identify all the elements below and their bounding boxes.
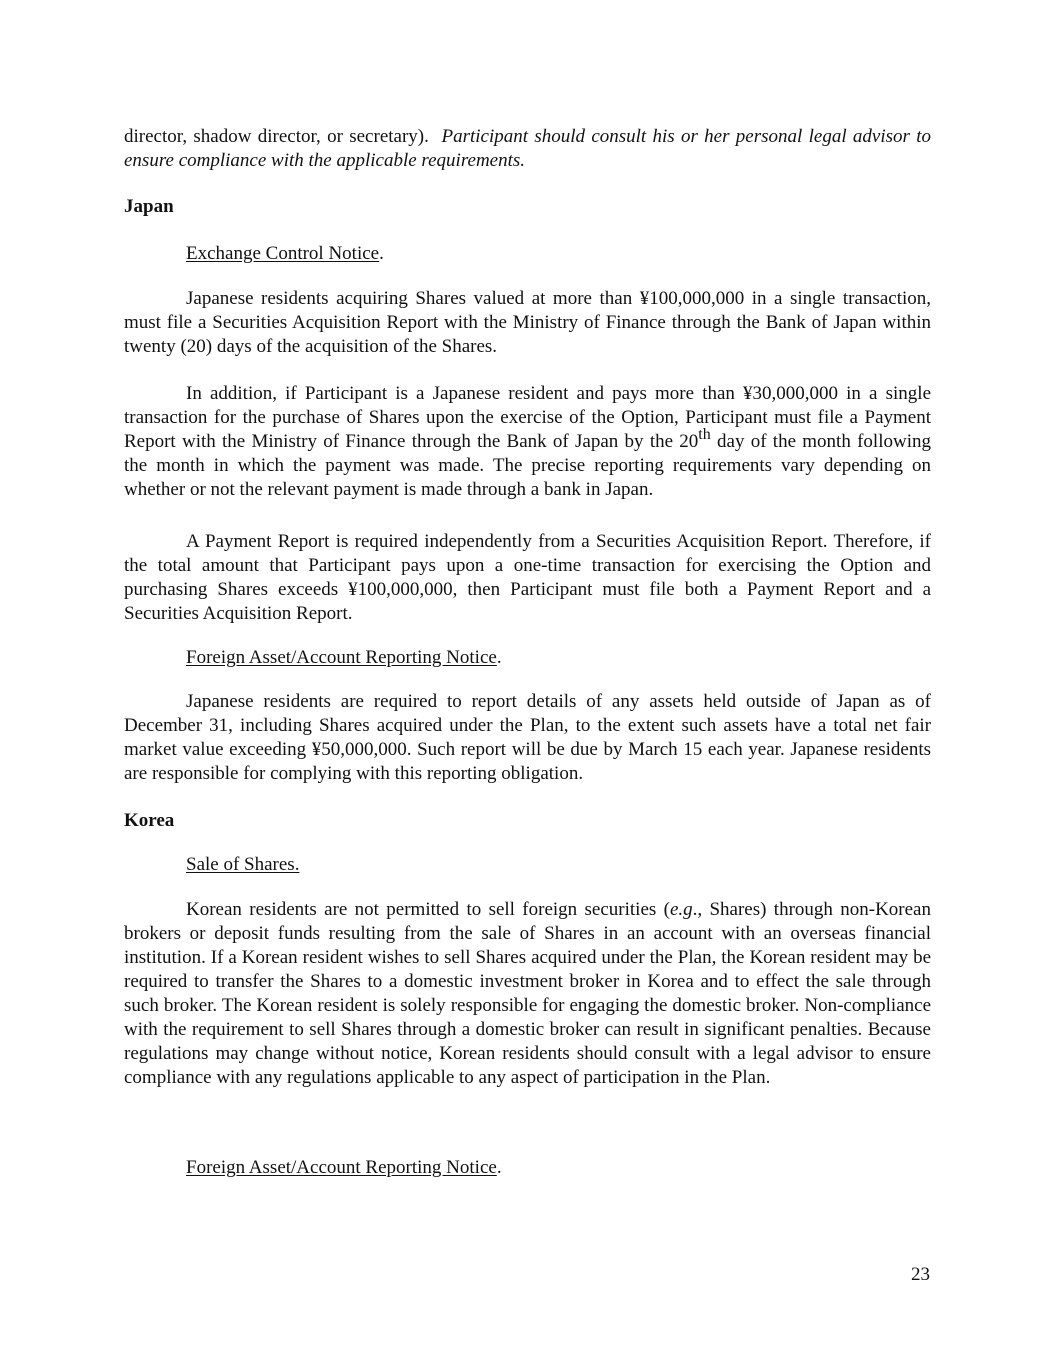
page-number: 23 bbox=[911, 1264, 930, 1285]
korea-sale-p1-part-a: Korean residents are not permitted to sell foreign securities ( bbox=[186, 899, 670, 920]
korea-sale-paragraph bbox=[124, 898, 931, 1090]
korea-foreign-asset-title-text: Foreign Asset/Account Reporting Notice bbox=[186, 1157, 497, 1178]
korea-foreign-asset-title: Foreign Asset/Account Reporting Notice. bbox=[186, 1157, 502, 1178]
continuation-plain-text: director, shadow director, or secretary). bbox=[124, 126, 429, 147]
japan-exchange-paragraph-1: Japanese residents acquiring Shares valued at more than ¥100,000,000 in a single transaction, must file a Securities Acquisition Report with the Ministry of Finance through the Bank of Japan within twenty (20) days of the acquisition of the Shares. bbox=[124, 288, 931, 357]
japan-exchange-control-title-text: Exchange Control Notice bbox=[186, 243, 380, 264]
japan-exchange-control-title: Exchange Control Notice. bbox=[186, 243, 384, 264]
korea-sale-p1-part-b: ., Shares) through non-Korean brokers or deposit funds resulting from the sale of Shares in an account with an overseas financial institution. If a Korean resident wishes to sell Shares acquired under the Plan, the Korean resident may be required to transfer the Shares to a domestic investment broker in Korea and to effect the sale through such broker. The Korean resident is solely responsible for engaging the domestic broker. Non-compliance with the requirement to sell Shares through a domestic broker can result in significant penalties. Because regulations may change without notice, Korean residents should consult with a legal advisor to ensure compliance with any regulations applicable to any aspect of participation in the Plan. bbox=[124, 899, 931, 1088]
korea-sale-of-shares-title-text: Sale of Shares. bbox=[186, 854, 300, 875]
japan-exchange-p2-part-b: day of the month following the month in which the payment was made. The precise reporting requirements vary depending on whether or not the relevant payment is made through a bank in Japan. bbox=[124, 431, 931, 500]
japan-exchange-paragraph-2 bbox=[124, 382, 931, 502]
japan-exchange-paragraph-3: A Payment Report is required independently from a Securities Acquisition Report. Therefore, if the total amount that Participant pays upon a one-time transaction for exercising the Option and purchasing Shares exceeds ¥100,000,000, then Participant must file both a Payment Report and a Securities Acquisition Report. bbox=[124, 531, 931, 624]
continuation-paragraph bbox=[124, 125, 931, 173]
korea-heading: Korea bbox=[124, 810, 175, 831]
japan-foreign-asset-title-text: Foreign Asset/Account Reporting Notice bbox=[186, 647, 497, 668]
korea-sale-of-shares-title bbox=[186, 853, 299, 877]
continuation-italic-text: Participant should consult his or her personal legal advisor to ensure compliance with the applicable requirements. bbox=[124, 126, 931, 171]
korea-sale-p1-eg: e.g bbox=[669, 899, 693, 920]
japan-heading: Japan bbox=[124, 196, 174, 217]
japan-foreign-asset-paragraph: Japanese residents are required to report details of any assets held outside of Japan as of December 31, including Shares acquired under the Plan, to the extent such assets have a total net fair market value exceeding ¥50,000,000. Such report will be due by March 15 each year. Japanese residents are responsible for complying with this reporting obligation. bbox=[124, 691, 931, 784]
japan-exchange-p2-part-a: In addition, if Participant is a Japanese resident and pays more than ¥30,000,000 in a single transaction for the purchase of Shares upon the exercise of the Option, Participant must file a Payment Report with the Ministry of Finance through the Bank of Japan by the 20 bbox=[124, 383, 931, 452]
japan-foreign-asset-title: Foreign Asset/Account Reporting Notice. bbox=[186, 647, 502, 668]
japan-exchange-p2-superscript: th bbox=[698, 426, 711, 443]
